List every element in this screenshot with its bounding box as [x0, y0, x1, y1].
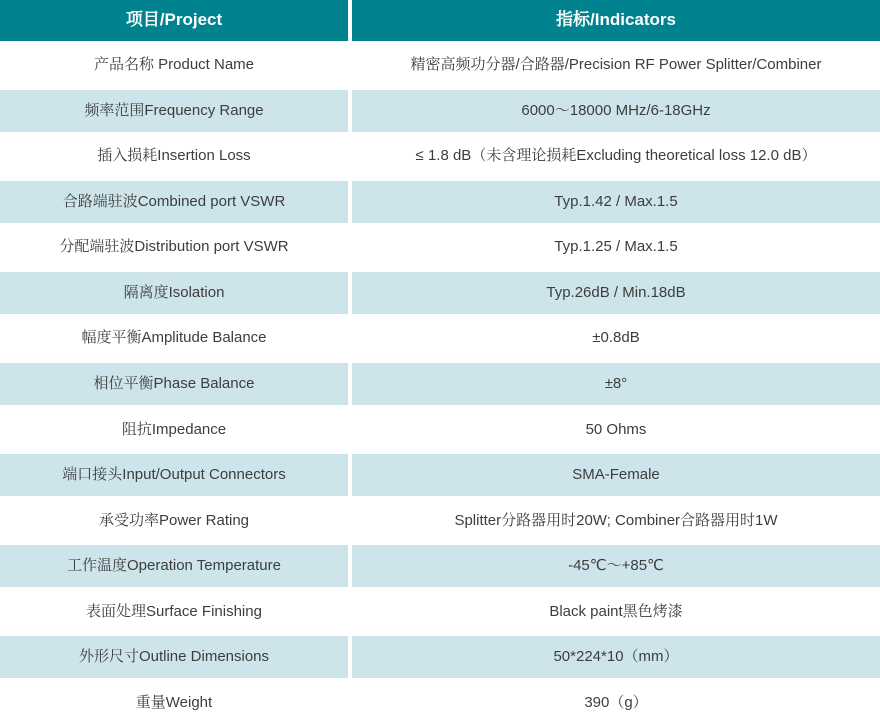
- table-row: [0, 408, 880, 451]
- project-cell: 表面处理Surface Finishing: [0, 590, 348, 633]
- header-indicators: 指标/Indicators: [352, 0, 880, 41]
- table-row: [0, 499, 880, 542]
- indicator-cell: 50 Ohms: [352, 408, 880, 451]
- indicator-cell: SMA-Female: [352, 454, 880, 497]
- table-row: [0, 135, 880, 178]
- indicator-cell: Typ.1.25 / Max.1.5: [352, 226, 880, 269]
- project-cell: 端口接头Input/Output Connectors: [0, 454, 348, 497]
- project-cell: 阻抗Impedance: [0, 408, 348, 451]
- project-cell: 幅度平衡Amplitude Balance: [0, 317, 348, 360]
- table-row: [0, 545, 880, 588]
- indicator-cell: ±0.8dB: [352, 317, 880, 360]
- table-row: [0, 226, 880, 269]
- indicator-cell: Black paint黑色烤漆: [352, 590, 880, 633]
- project-cell: 分配端驻波Distribution port VSWR: [0, 226, 348, 269]
- project-cell: 工作温度Operation Temperature: [0, 545, 348, 588]
- project-cell: 相位平衡Phase Balance: [0, 363, 348, 406]
- project-cell: 产品名称 Product Name: [0, 44, 348, 87]
- project-cell: 外形尺寸Outline Dimensions: [0, 636, 348, 679]
- table-header-row: [0, 0, 880, 41]
- project-cell: 重量Weight: [0, 681, 348, 724]
- indicator-cell: Typ.1.42 / Max.1.5: [352, 181, 880, 224]
- project-cell: 频率范围Frequency Range: [0, 90, 348, 133]
- table-row: [0, 363, 880, 406]
- indicator-cell: ±8°: [352, 363, 880, 406]
- indicator-cell: Typ.26dB / Min.18dB: [352, 272, 880, 315]
- table-row: [0, 90, 880, 133]
- table-row: [0, 272, 880, 315]
- indicator-cell: 390（g）: [352, 681, 880, 724]
- table-row: [0, 454, 880, 497]
- indicator-cell: Splitter分路器用时20W; Combiner合路器用时1W: [352, 499, 880, 542]
- table-row: [0, 681, 880, 724]
- table-row: [0, 44, 880, 87]
- project-cell: 承受功率Power Rating: [0, 499, 348, 542]
- header-project: 项目/Project: [0, 0, 348, 41]
- table-row: [0, 317, 880, 360]
- table-row: [0, 590, 880, 633]
- table-row: [0, 636, 880, 679]
- table-row: [0, 181, 880, 224]
- indicator-cell: ≤ 1.8 dB（未含理论损耗Excluding theoretical loss 12.0 dB）: [352, 135, 880, 178]
- project-cell: 隔离度Isolation: [0, 272, 348, 315]
- project-cell: 插入损耗Insertion Loss: [0, 135, 348, 178]
- indicator-cell: 精密高频功分器/合路器/Precision RF Power Splitter/Combiner: [352, 44, 880, 87]
- indicator-cell: 50*224*10（mm）: [352, 636, 880, 679]
- indicator-cell: -45℃～+85℃: [352, 545, 880, 588]
- indicator-cell: 6000～18000 MHz/6-18GHz: [352, 90, 880, 133]
- project-cell: 合路端驻波Combined port VSWR: [0, 181, 348, 224]
